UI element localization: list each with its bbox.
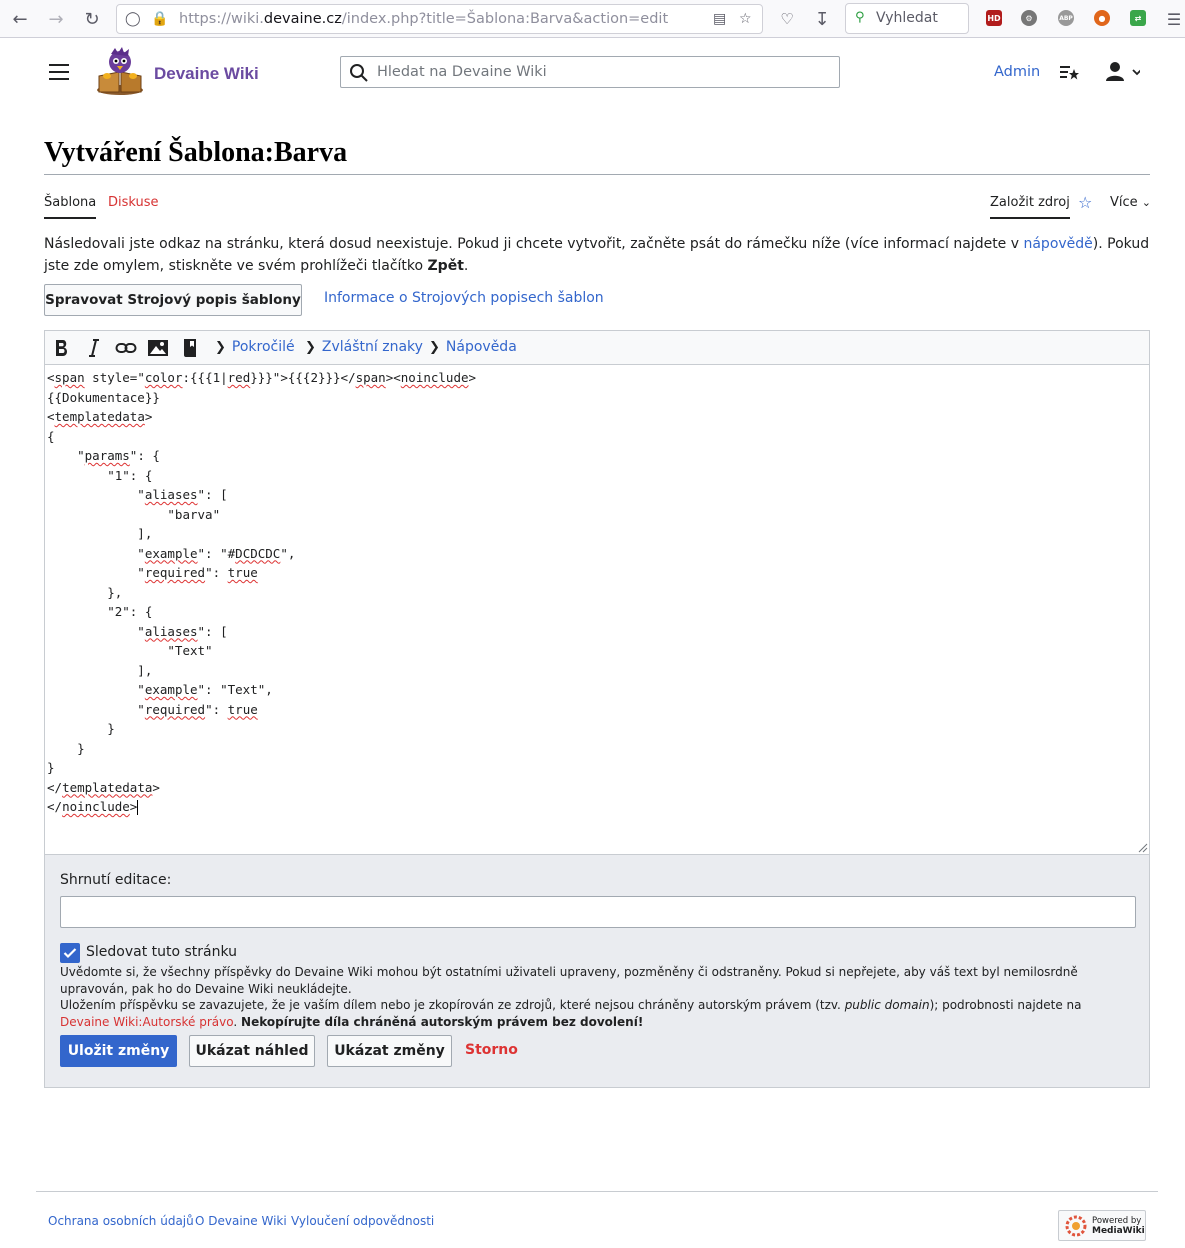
editor-line: </noinclude> — [47, 799, 138, 814]
chevron-down-icon: ⌄ — [1141, 196, 1152, 209]
editor-line: ], — [47, 662, 153, 678]
show-changes-button[interactable]: Ukázat změny — [327, 1035, 452, 1067]
editor-line: "1": { — [47, 467, 153, 483]
editor-line: ], — [47, 526, 153, 541]
cancel-link[interactable]: Storno — [465, 1042, 518, 1058]
footer-privacy-link[interactable]: Ochrana osobních údajů — [48, 1214, 194, 1228]
footer-disclaimer-link[interactable]: Vyloučení odpovědnosti — [291, 1214, 435, 1228]
browser-menu-icon[interactable]: ☰ — [1166, 9, 1182, 29]
editor-line: }, — [47, 584, 123, 600]
settings-extension-icon[interactable]: ⚙ — [1021, 10, 1037, 26]
powered-by-mediawiki-badge[interactable] — [1058, 1210, 1146, 1241]
adblock-icon[interactable]: ABP — [1058, 10, 1074, 26]
pocket-icon[interactable]: ♡ — [780, 10, 794, 28]
tab-create-source[interactable]: Založit zdroj — [990, 195, 1070, 219]
copyright-link[interactable]: Devaine Wiki:Autorské právo — [60, 1014, 234, 1029]
reader-mode-icon[interactable]: ▤ — [713, 11, 727, 27]
edit-options-panel — [44, 855, 1150, 1088]
toolbar-special-chars[interactable]: ❯ Zvláštní znaky — [305, 339, 423, 355]
chevron-right-icon: ❯ — [305, 340, 316, 355]
preview-button[interactable]: Ukázat náhled — [189, 1035, 315, 1067]
notice-line-1: Uvědomte si, že všechny příspěvky do Devaine Wiki mohou být ostatními uživateli upraveny, pozměněny či odstraněny. Pokud si nepřejete, aby váš text byl nemilosrdně upravován, pak ho do Devaine Wiki neukládejte. — [60, 965, 1078, 996]
summary-label: Shrnutí editace: — [60, 872, 172, 888]
editor-line: "Text" — [47, 643, 213, 658]
editor-textarea[interactable] — [47, 368, 476, 817]
italic-icon[interactable] — [81, 336, 107, 360]
reference-icon[interactable] — [177, 336, 203, 360]
search-engine-icon: ⚲ — [855, 10, 865, 25]
editor-toolbar — [45, 331, 1149, 365]
editor-line: "2": { — [47, 604, 153, 619]
image-icon[interactable] — [145, 336, 171, 360]
editor-line: { — [47, 428, 55, 444]
bold-icon[interactable] — [49, 336, 75, 360]
toolbar-advanced[interactable]: ❯ Pokročilé — [215, 339, 295, 355]
templatedata-info-link[interactable]: Informace o Strojových popisech šablon — [324, 290, 604, 306]
powered-text: Powered by MediaWiki — [1092, 1216, 1145, 1236]
editor-line: "example": "Text", — [47, 682, 273, 697]
tab-discussion[interactable]: Diskuse — [108, 195, 159, 210]
save-button[interactable]: Uložit změny — [60, 1035, 177, 1067]
editor-line: "example": "#DCDCDC", — [47, 545, 296, 561]
site-name[interactable]: Devaine Wiki — [154, 64, 259, 83]
editor-line: {{Dokumentace}} — [47, 389, 160, 405]
more-menu[interactable] — [1110, 195, 1151, 210]
footer-divider — [36, 1191, 1158, 1192]
browser-toolbar — [0, 0, 1185, 38]
main-menu-icon[interactable] — [49, 64, 69, 80]
editor-line: "aliases": [ — [47, 487, 228, 502]
page-title: Vytváření Šablona:Barva — [44, 137, 348, 168]
footer-about-link[interactable]: O Devaine Wiki — [195, 1214, 287, 1228]
basketball-extension-icon[interactable]: ● — [1094, 10, 1110, 26]
url-bar[interactable] — [116, 4, 763, 34]
watch-label[interactable]: Sledovat tuto stránku — [86, 944, 238, 960]
url-text[interactable]: https://wiki.devaine.cz/index.php?title=Šablona:Barva&action=edit — [179, 11, 669, 27]
title-divider — [44, 174, 1150, 175]
browser-search-placeholder: Vyhledat — [876, 10, 938, 26]
site-search-input[interactable] — [377, 62, 827, 82]
editor-line: "aliases": [ — [47, 623, 228, 639]
hd-extension-icon[interactable]: HD — [986, 10, 1002, 26]
watch-checkbox[interactable] — [60, 943, 80, 963]
tab-template[interactable]: Šablona — [44, 195, 96, 219]
chevron-right-icon: ❯ — [215, 340, 226, 355]
forward-icon[interactable]: → — [48, 8, 64, 30]
watchlist-icon[interactable] — [1059, 62, 1079, 82]
user-menu-icon[interactable] — [1104, 61, 1140, 83]
mediawiki-logo-icon — [1065, 1215, 1087, 1237]
resize-handle-icon[interactable] — [1138, 843, 1148, 853]
editor-line: "barva" — [47, 506, 221, 522]
green-extension-icon[interactable]: ⇄ — [1130, 10, 1146, 26]
back-icon[interactable]: ← — [12, 8, 28, 30]
user-admin-link[interactable]: Admin — [994, 64, 1041, 80]
download-icon[interactable]: ↧ — [814, 8, 830, 30]
bookmark-star-icon[interactable]: ☆ — [739, 11, 752, 27]
editor-line: "required": true — [47, 701, 258, 717]
text-caret — [137, 800, 138, 815]
editor-line: } — [47, 760, 55, 775]
link-icon[interactable] — [113, 336, 139, 360]
editor-line: } — [47, 721, 115, 736]
summary-input[interactable] — [60, 896, 1136, 928]
manage-templatedata-button[interactable]: Spravovat Strojový popis šablony — [44, 284, 302, 316]
checkmark-icon — [63, 947, 77, 959]
shield-icon[interactable]: ◯ — [125, 11, 141, 27]
lock-icon[interactable]: 🔒 — [151, 11, 169, 27]
browser-search-box[interactable] — [845, 3, 969, 34]
editor-line: <templatedata> — [47, 409, 153, 424]
watch-star-icon[interactable]: ☆ — [1078, 193, 1093, 212]
chevron-right-icon: ❯ — [429, 340, 440, 355]
wikitext-editor[interactable] — [44, 330, 1150, 855]
editor-line: </templatedata> — [47, 779, 160, 795]
editor-line: "params": { — [47, 448, 160, 463]
editor-line: "required": true — [47, 565, 258, 580]
reload-icon[interactable]: ↻ — [84, 8, 100, 30]
intro-text: Následovali jste odkaz na stránku, která dosud neexistuje. Pokud ji chcete vytvořit, začněte psát do rámečku níže (více informací najdete v nápovědě). Pokud jste zde omylem, stiskněte ve svém prohlížeči tlačítko Zpět. — [44, 236, 1150, 274]
notice-line-2: Uložením příspěvku se zavazujete, že je vaším dílem nebo je zkopírován ze zdrojů, které nejsou chráněny autorským právem (tzv. public domain); podrobnosti najdete na Devaine Wiki:Autorské právo. Nekopírujte díla chráněná autorským právem bez dovolení! — [60, 998, 1082, 1029]
toolbar-help[interactable]: ❯ Nápověda — [429, 339, 517, 355]
site-logo[interactable] — [95, 46, 145, 96]
search-icon — [349, 63, 369, 83]
copyright-notice — [60, 964, 1120, 1030]
editor-line: } — [47, 740, 85, 756]
editor-line: <span style="color:{{{1|red}}}">{{{2}}}</span><noinclude> — [47, 370, 477, 385]
help-link[interactable]: nápovědě — [1023, 236, 1093, 252]
more-label: Více — [1110, 195, 1138, 210]
site-search[interactable] — [340, 56, 840, 88]
